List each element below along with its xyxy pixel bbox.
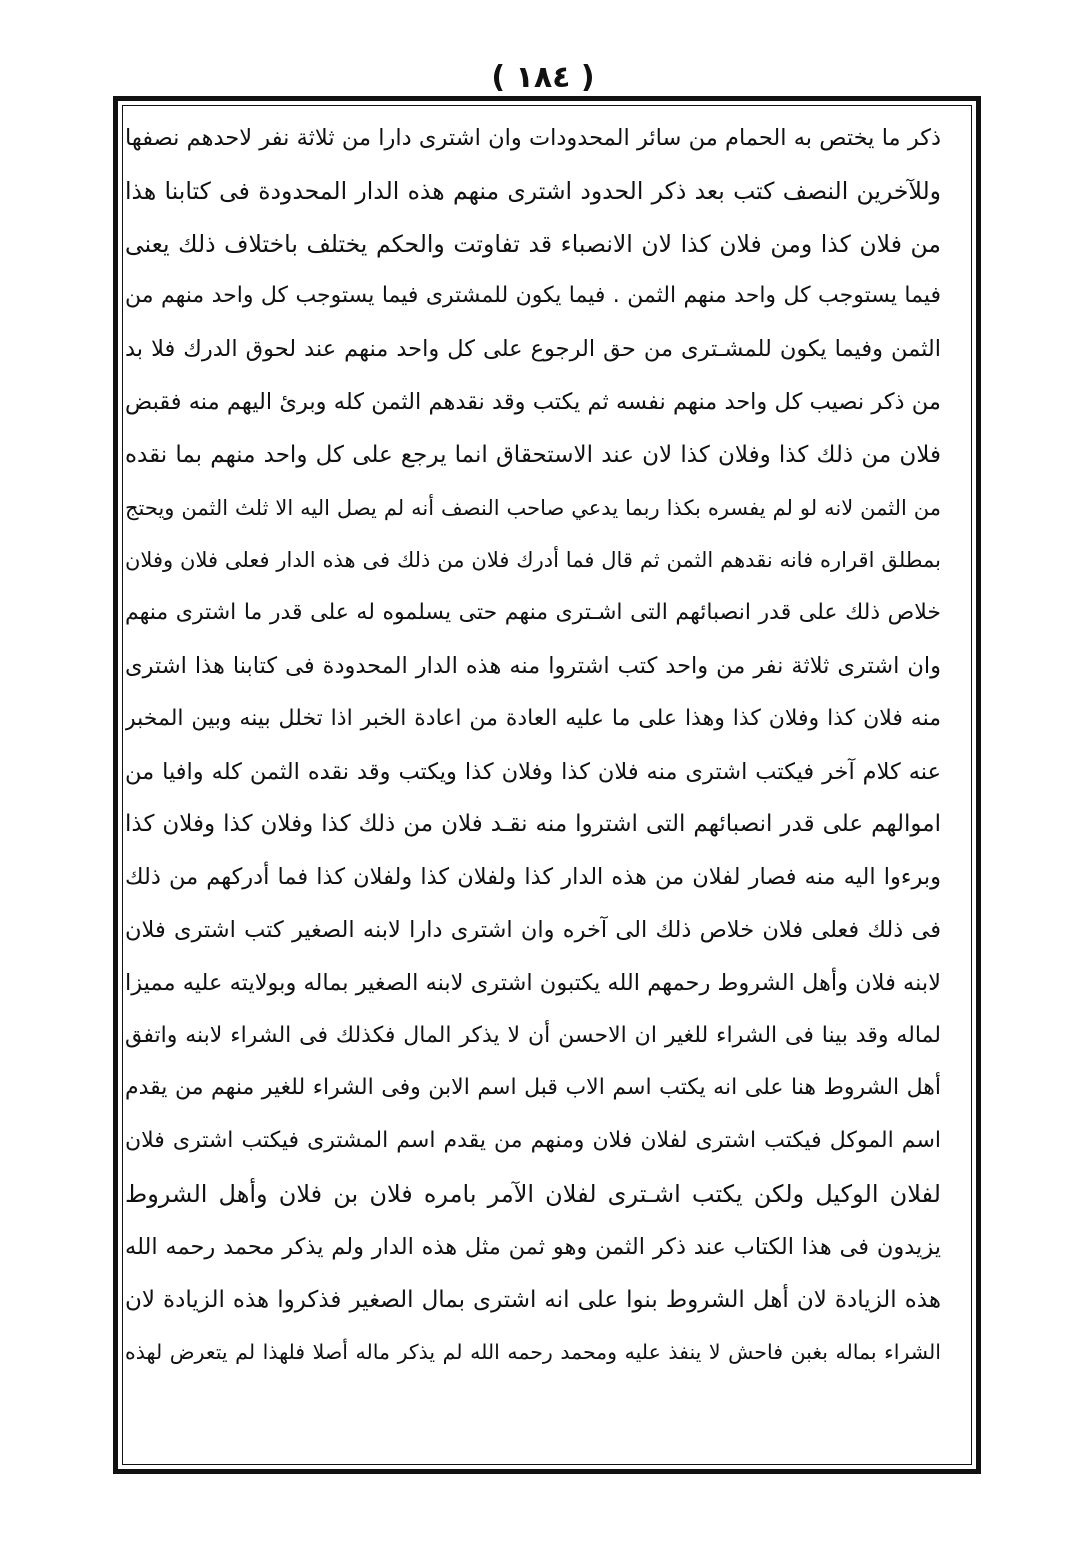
- text-line: يزيدون فى هذا الكتاب عند ذكر الثمن وهو ثمن مثل هذه الدار ولم يذكر محمد رحمه الله: [125, 1233, 941, 1260]
- text-line: الشراء بماله بغبن فاحش لا ينفذ عليه ومحمد رحمه الله لم يذكر ماله أصلا فلهذا لم يتعرض لهذه: [125, 1340, 941, 1365]
- text-line: فى ذلك فعلى فلان خلاص ذلك الى آخره وان اشترى دارا لابنه الصغير كتب اشترى فلان: [125, 916, 941, 943]
- text-line: ذكر ما يختص به الحمام من سائر المحدودات وان اشترى دارا من ثلاثة نفر لاحدهم نصفها: [125, 125, 941, 151]
- text-line: أهل الشروط هنا على انه يكتب اسم الاب قبل اسم الابن وفى الشراء للغير منهم من يقدم: [125, 1075, 941, 1101]
- text-line: منه فلان كذا وفلان كذا وهذا على ما عليه العادة من اعادة الخبر اذا تخلل بينه وبين المخبر: [125, 705, 941, 731]
- text-line: لفلان الوكيل ولكن يكتب اشـترى لفلان الآمر بامره فلان بن فلان وأهل الشروط: [125, 1179, 941, 1208]
- text-line: وان اشترى ثلاثة نفر من واحد كتب اشتروا منه هذه الدار المحدودة فى كتابنا هذا اشترى: [125, 652, 941, 679]
- text-line: من ذكر نصيب كل واحد منهم نفسه ثم يكتب وقد نقدهم الثمن كله وبرئ اليهم منه فقبض: [125, 388, 941, 415]
- text-line: بمطلق اقراره فانه نقدهم الثمن ثم قال فما أدرك فلان من ذلك فى هذه الدار فعلى فلان وفلان: [125, 548, 941, 573]
- text-line: وبرءوا اليه منه فصار لفلان من هذه الدار كذا ولفلان كذا ولفلان كذا فما أدركهم من ذلك: [125, 864, 941, 891]
- text-line: هذه الزيادة لان أهل الشروط بنوا على انه اشترى بمال الصغير فذكروا هذه الزيادة لان: [125, 1286, 941, 1313]
- text-line: اسم الموكل فيكتب اشترى لفلان فلان ومنهم من يقدم اسم المشترى فيكتب اشترى فلان: [125, 1128, 941, 1154]
- text-line: الثمن وفيما يكون للمشـترى من حق الرجوع على كل واحد منهم عند لحوق الدرك فلا بد: [125, 336, 941, 363]
- text-line: خلاص ذلك على قدر انصبائهم التى اشـترى منهم حتى يسلموه له على قدر ما اشترى منهم: [125, 600, 941, 626]
- text-line: اموالهم على قدر انصبائهم التى اشتروا منه نقـد فلان من ذلك كذا وفلان كذا وفلان كذا: [125, 811, 941, 838]
- text-line: وللآخرين النصف كتب بعد ذكر الحدود اشترى منهم هذه الدار المحدودة فى كتابنا هذا: [125, 176, 941, 205]
- page-number: ( ١٨٤ ): [491, 60, 595, 95]
- text-line: فلان من ذلك كذا وفلان كذا لان عند الاستحقاق انما يرجع على كل واحد منهم بما نقده: [125, 441, 941, 468]
- text-line: لابنه فلان وأهل الشروط رحمهم الله يكتبون اشترى لابنه الصغير بماله وبولايته عليه مميزا: [125, 969, 941, 996]
- text-line: فيما يستوجب كل واحد منهم الثمن . فيما يكون للمشترى فيما يستوجب كل واحد منهم من: [125, 283, 941, 309]
- text-line: لماله وقد بينا فى الشراء للغير ان الاحسن أن لا يذكر المال فكذلك فى الشراء لابنه واتفق: [125, 1022, 941, 1048]
- text-line: من الثمن لانه لو لم يفسره بكذا ربما يدعي صاحب النصف أنه لم يصل اليه الا ثلث الثمن ويحتج: [125, 495, 941, 520]
- text-line: من فلان كذا ومن فلان كذا لان الانصباء قد تفاوتت والحكم يختلف باختلاف ذلك يعنى: [125, 229, 941, 258]
- body-text: [125, 112, 941, 1462]
- text-line: عنه كلام آخر فيكتب اشترى منه فلان كذا وفلان كذا ويكتب وقد نقده الثمن كله وافيا من: [125, 758, 941, 785]
